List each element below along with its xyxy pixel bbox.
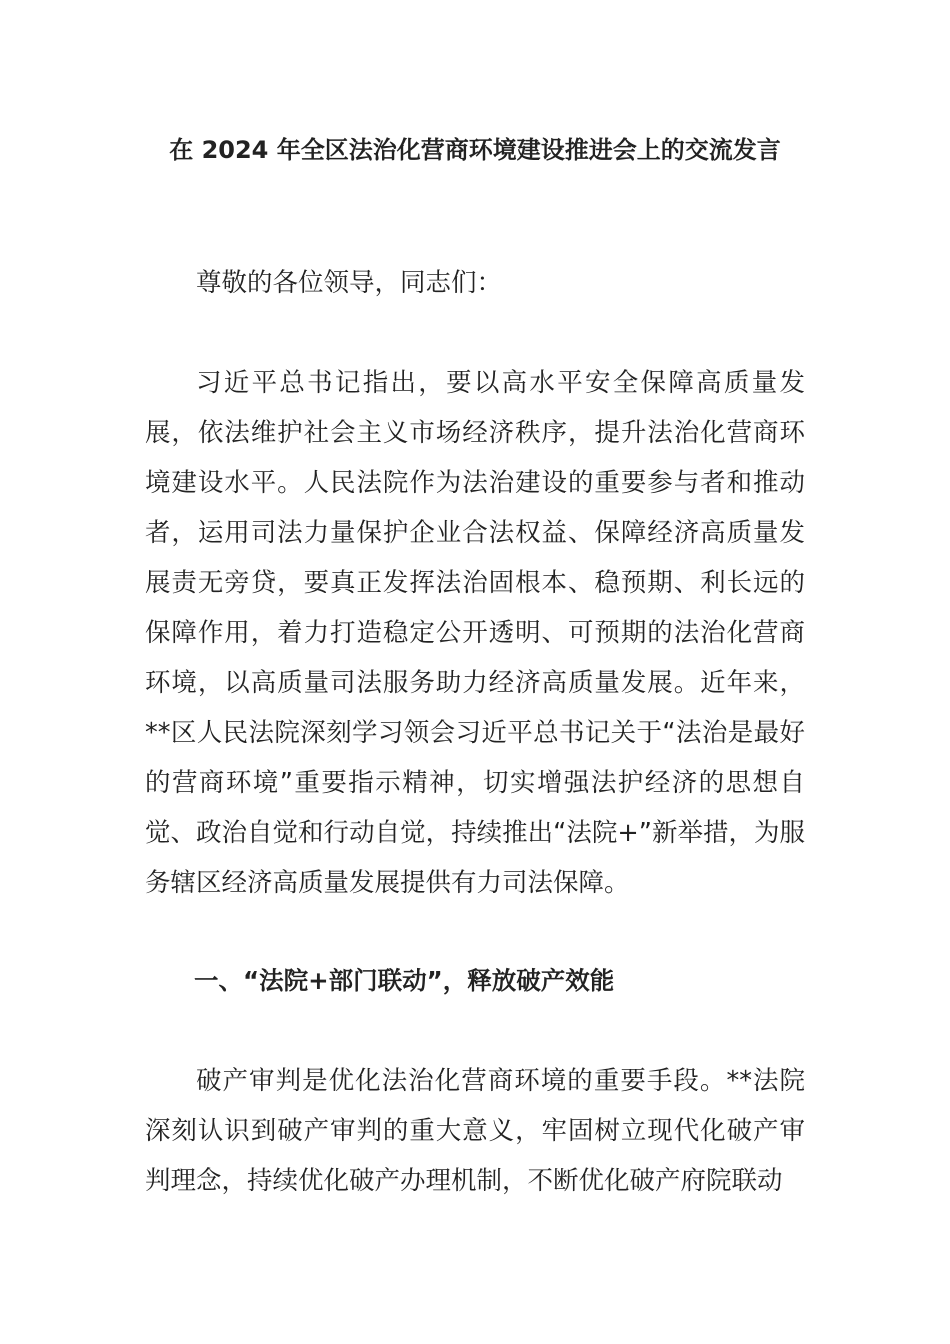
body-paragraph-2: 破产审判是优化法治化营商环境的重要手段。**法院深刻认识到破产审判的重大意义，牢固树立现代化破产审判理念，持续优化破产办理机制，不断优化破产府院联动 [145,1066,805,1196]
document-title: 在 2024 年全区法治化营商环境建设推进会上的交流发言 [169,136,781,164]
salutation: 尊敬的各位领导，同志们： [196,268,503,298]
section-heading-1: 一、“法院+部门联动”，释放破产效能 [194,966,615,995]
body-paragraph-1: 习近平总书记指出，要以高水平安全保障高质量发展，依法维护社会主义市场经济秩序，提升法治化营商环境建设水平。人民法院作为法治建设的重要参与者和推动者，运用司法力量保护企业合法权益、保障经济高质量发展责无旁贷，要真正发挥法治固根本、稳预期、利长远的保障作用，着力打造稳定公开透明、可预期的法治化营商环境，以高质量司法服务助力经济高质量发展。近年来，**区人民法院深刻学习领会习近平总书记关于“法治是最好的营商环境”重要指示精神，切实增强法护经济的思想自觉、政治自觉和行动自觉，持续推出“法院+”新举措，为服务辖区经济高质量发展提供有力司法保障。 [145,368,805,898]
document-body [145,258,805,1206]
